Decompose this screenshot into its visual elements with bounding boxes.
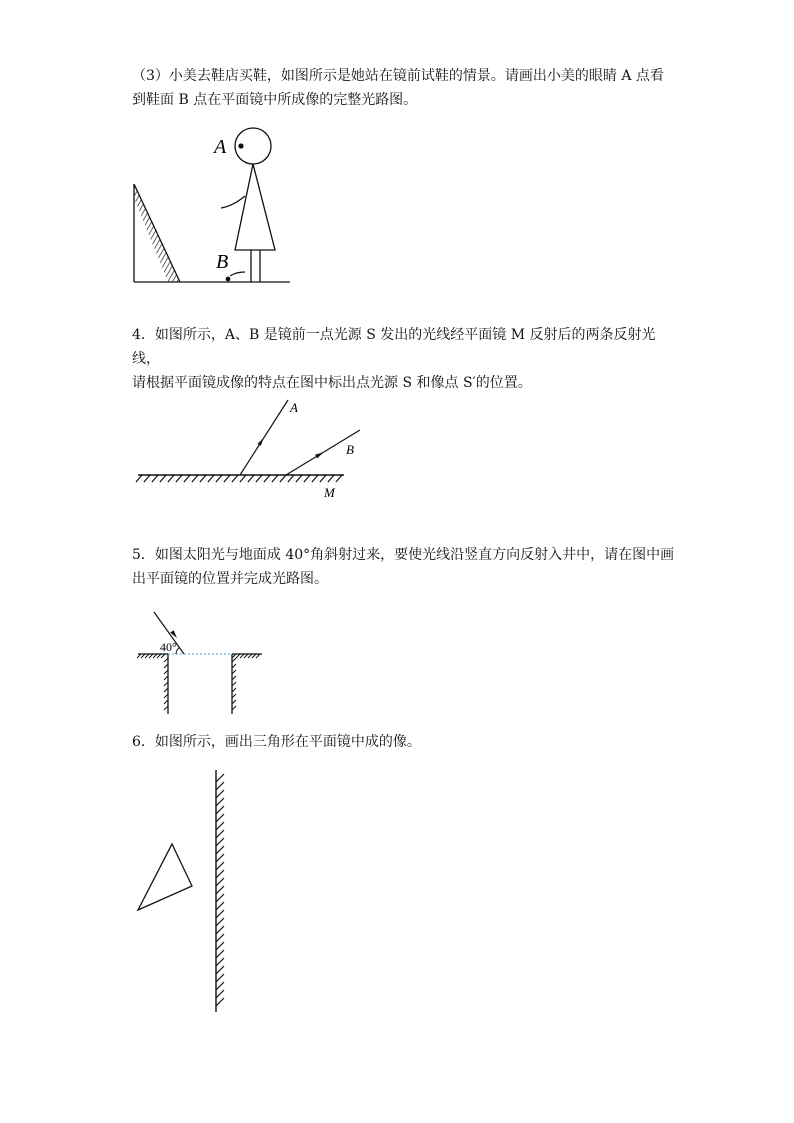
question-4-line-2: 请根据平面镜成像的特点在图中标出点光源 S 和像点 S′的位置。 xyxy=(132,375,532,391)
question-6 xyxy=(132,730,677,754)
label-ray-b: B xyxy=(346,442,354,457)
ray-b-arrow xyxy=(315,452,324,458)
mirror-m-hatching xyxy=(136,475,342,482)
question-6-line-1: 6．如图所示，画出三角形在平面镜中成的像。 xyxy=(132,734,421,750)
ray-a xyxy=(240,400,288,475)
figure-shoe-mirror xyxy=(128,126,298,288)
figure-reflected-rays xyxy=(132,392,362,502)
label-a: A xyxy=(214,136,227,158)
vertical-mirror-hatching xyxy=(216,774,224,1006)
girl-arm xyxy=(221,196,245,208)
figure-triangle-mirror xyxy=(134,768,244,1018)
figure-well xyxy=(136,608,266,716)
eye-point xyxy=(238,143,243,148)
label-ray-a: A xyxy=(290,400,298,415)
angle-label: 40° xyxy=(160,640,177,654)
shoe-point xyxy=(226,277,231,282)
label-b: B xyxy=(216,251,229,273)
girl-dress xyxy=(235,164,275,250)
question-5-line-1: 5．如图太阳光与地面成 40°角斜射过来，要使光线沿竖直方向反射入井中，请在图中画 xyxy=(132,547,675,563)
question-4 xyxy=(132,323,677,395)
shoe-pointer xyxy=(230,272,245,276)
question-4-line-1: 4．如图所示，A、B 是镜前一点光源 S 发出的光线经平面镜 M 反射后的两条反射光线， xyxy=(132,327,656,367)
question-3-line-2: 到鞋面 B 点在平面镜中所成像的完整光路图。 xyxy=(132,92,418,108)
ray-a-arrow xyxy=(257,438,263,446)
question-5-line-2: 出平面镜的位置并完成光路图。 xyxy=(132,571,328,587)
label-mirror-m: M xyxy=(324,485,335,500)
question-5 xyxy=(132,543,677,591)
triangle xyxy=(138,844,192,910)
question-3 xyxy=(132,64,677,112)
question-3-line-1: （3）小美去鞋店买鞋，如图所示是她站在镜前试鞋的情景。请画出小美的眼睛 A 点看 xyxy=(132,68,664,84)
mirror-surface xyxy=(134,184,180,282)
